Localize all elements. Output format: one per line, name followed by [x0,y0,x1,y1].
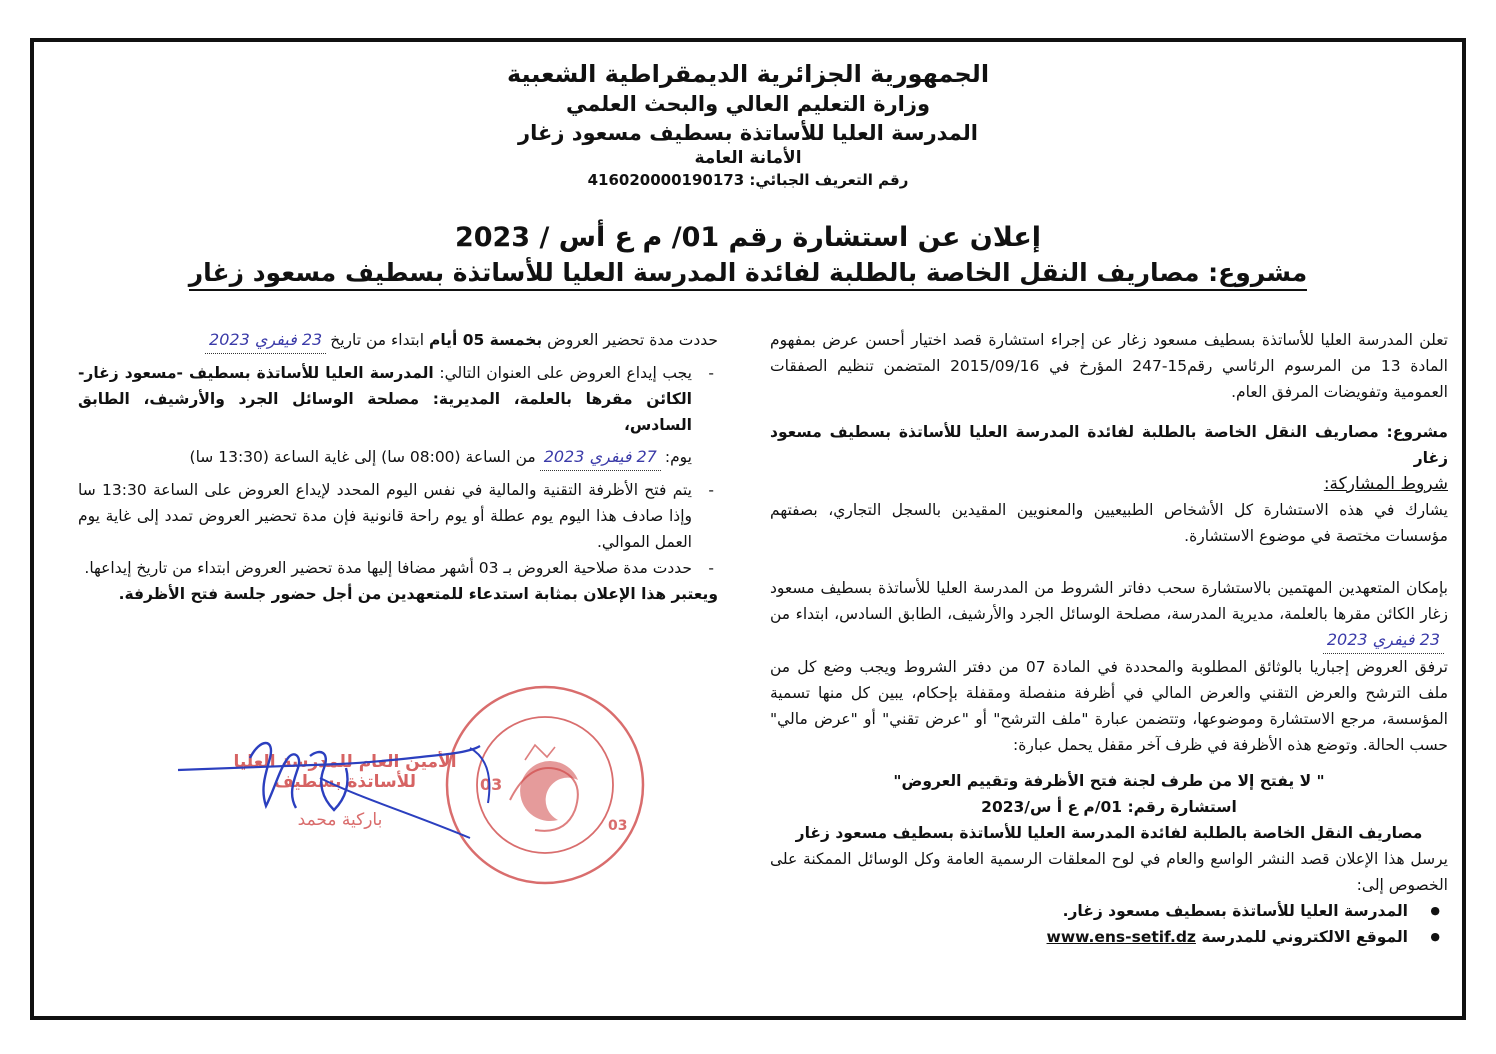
deposit-text: يجب إيداع العروض على العنوان التالي: [439,364,692,382]
deposit-address: المدرسة العليا للأساتذة بسطيف -مسعود زغار- الكائن مقرها بالعلمة، المديرية: مصلحة الوسائل الجرد والأرشيف، الطابق السادس، [78,364,692,434]
deposit-paragraph [78,360,718,438]
deposit-day [78,444,718,471]
stamp-number-left: 03 [480,775,503,794]
left-column [78,327,718,607]
publication-paragraph: يرسل هذا الإعلان قصد النشر الواسع والعام في لوح المعلقات الرسمية العامة وكل الوسائل الممكنة على الخصوص إلى: [770,850,1448,894]
project-title-text: مشروع: مصاريف النقل الخاصة بالطلبة لفائدة المدرسة العليا للأساتذة بسطيف مسعود زغار [189,258,1308,291]
right-column [770,327,1448,950]
republic-name: الجمهورية الجزائرية الديمقراطية الشعبية [506,60,990,88]
specs-paragraph [770,575,1448,654]
validity-paragraph: - حددت مدة صلاحية العروض بـ 03 أشهر مضافا إليها مدة تحضير العروض ابتداء من تاريخ إيداعها. [78,555,718,581]
participation-paragraph: يشارك في هذه الاستشارة كل الأشخاص الطبيعيين والمعنويين المقيدين بالسجل التجاري، بصفتهم مؤسسات مختصة في موضوع الاستشارة. [770,501,1448,545]
seal-title: الأمين العام للمدرسة العليا للأساتذة بسطيف [233,752,457,792]
secretariat-name: الأمانة العامة [694,148,802,169]
duration-date: 23 فيفري 2023 [205,327,326,354]
ministry-name: وزارة التعليم العالي والبحث العلمي [565,92,931,117]
intro-paragraph: تعلن المدرسة العليا للأساتذة بسطيف مسعود زغار عن إجراء استشارة قصد اختيار أحسن عرض بمفهوم المادة 13 من المرسوم الرئاسي رقم15-247 المؤرخ في 2015/09/16 المتضمن تنظيم الصفقات العمومية وتفويضات المرفق العام. [770,331,1448,401]
letterhead [0,58,1496,190]
website-label: الموقع الالكتروني للمدرسة [1201,928,1408,946]
duration-text: حددت مدة تحضير العروض [547,331,718,349]
website-link[interactable]: www.ens-setif.dz [1046,928,1196,946]
duration-paragraph [78,327,718,354]
list-item [770,924,1448,950]
list-item: ● المدرسة العليا للأساتذة بسطيف مسعود زغار. [770,898,1448,924]
school-name: المدرسة العليا للأساتذة بسطيف مسعود زغار [518,120,978,145]
conditions-heading: شروط المشاركة: [1323,474,1448,494]
announcement-title: إعلان عن استشارة رقم 01/ م ع أس / 2023 [454,222,1042,253]
closing-statement: ويعتبر هذا الإعلان بمثابة استدعاء للمتعهدين من أجل حضور جلسة فتح الأظرفة. [118,585,718,603]
project-title [0,258,1496,287]
envelope-notice: " لا يفتح إلا من طرف لجنة فتح الأظرفة وتقييم العروض" [893,772,1325,790]
seal-name: باركية محمد [297,810,383,830]
project-line: مشروع: مصاريف النقل الخاصة بالطلبة لفائدة المدرسة العليا للأساتذة بسطيف مسعود زغار [770,423,1448,467]
tax-id: رقم التعريف الجبائي: 416020000190173 [587,171,909,190]
specs-text: بإمكان المتعهدين المهتمين بالاستشارة سحب دفاتر الشروط من المدرسة العليا للأساتذة بسطيف مسعود زغار الكائن مقرها بالعلمة، مديرية المدرسة، مصلحة الوسائل الجرد والأرشيف، الطابق السادس، ابتداء من [770,579,1448,623]
envelope-reference: استشارة رقم: 01/م ع أ س/2023 [981,798,1237,816]
opening-paragraph: - يتم فتح الأظرفة التقنية والمالية في نفس اليوم المحدد لإيداع العروض على الساعة 13:30 سا وإذا صادف هذا اليوم يوم عطلة أو يوم راحة قانونية فإن مدة تحضير العروض تمدد إلى غاية يوم العمل الموالي. [78,477,718,555]
signature [170,728,503,848]
deposit-date: 27 فيفري 2023 [540,444,661,471]
duration-days: بخمسة 05 أيام [428,331,543,349]
duration-from: ابتداء من تاريخ [330,331,425,349]
stamp-number-right: 03 [608,818,628,834]
envelope-project: مصاريف النقل الخاصة بالطلبة لفائدة المدرسة العليا للأساتذة بسطيف مسعود زغار [795,824,1423,842]
deposit-hours: من الساعة (08:00 سا) إلى غاية الساعة (13:30 سا) [189,448,536,466]
specs-date: 23 فيفري 2023 [1323,627,1444,654]
day-label: يوم: [664,448,692,466]
envelope-paragraph: ترفق العروض إجباريا بالوثائق المطلوبة والمحددة في المادة 07 من دفتر الشروط ويجب وضع كل من ملف الترشح والعرض التقني والعرض المالي في أظرفة منفصلة ومقفلة بإحكام، يبين كل منها تسمية المؤسسة، مرجع الاستشارة وموضوعها، وتتضمن عبارة "ملف الترشح" أو "عرض تقني" أو "عرض مالي" حسب الحالة. وتوضع هذه الأظرفة في ظرف آخر مقفل يحمل عبارة: [770,658,1448,754]
